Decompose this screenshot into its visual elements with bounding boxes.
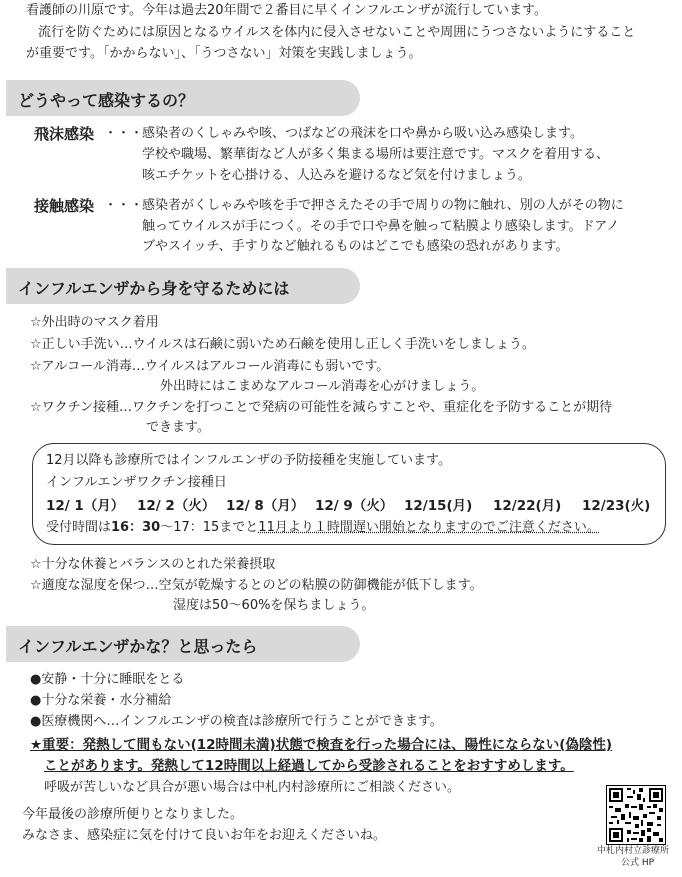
droplet-text-2: 学校や職場、繁華街など人が多く集まる場所は要注意です。マスクを着用する、	[142, 147, 609, 162]
contact-text-3: ブやスイッチ、手すりなど触れるものはどこでも感染の恐れがあります。	[142, 239, 569, 254]
vaccination-date: 12/ 1（月）	[46, 498, 125, 514]
contact-label: 接触感染	[34, 197, 95, 215]
intro-line-3: が重要です。「かからない」、「うつさない」対策を実践しましょう。	[26, 46, 422, 61]
contact-dots: ・・・	[104, 198, 144, 213]
prevention-item-vaccine: ☆ワクチン接種…ワクチンを打つことで発病の可能性を減らすことや、重症化を予防することが期待	[30, 400, 613, 415]
vaccination-date: 12/ 2（火）	[137, 498, 216, 514]
droplet-label: 飛沫感染	[34, 125, 95, 143]
infected-item-nutrition: ●十分な栄養・水分補給	[30, 693, 172, 708]
prevention-item-humidity: ☆適度な湿度を保つ…空気が乾燥するとのどの粘膜の防御機能が低下します。	[30, 578, 483, 593]
droplet-text-3: 咳エチケットを心掛ける、人込みを避けるなど気を付けましょう。	[142, 168, 531, 183]
section-title: インフルエンザから身を守るためには	[18, 279, 290, 298]
qr-code-icon[interactable]	[606, 785, 666, 845]
prevention-item-humidity-cont: 湿度は50～60%を保ちましょう。	[173, 598, 375, 613]
contact-text-1: 感染者がくしゃみや咳を手で押さえたその手で周りの物に触れ、別の人がその物に	[142, 198, 624, 213]
infected-item-clinic: ●医療機関へ…インフルエンザの検査は診療所で行うことができます。	[30, 714, 443, 729]
reception-start-time: 16：30	[111, 520, 161, 535]
infected-item-rest: ●安静・十分に睡眠をとる	[30, 672, 185, 687]
qr-caption-2: 公式 HP	[621, 858, 655, 868]
section-header-prevention	[6, 268, 360, 304]
vaccination-date: 12/22(月)	[493, 498, 562, 514]
vaccination-date: 12/15(月)	[404, 498, 473, 514]
droplet-dots: ・・・	[104, 126, 144, 141]
closing-line-1: 今年最後の診療所便りとなりました。	[22, 807, 244, 822]
section-title: どうやって感染するの？	[18, 91, 195, 110]
prevention-item-mask: ☆外出時のマスク着用	[30, 315, 159, 330]
prevention-item-vaccine-cont: できます。	[146, 420, 210, 435]
prevention-item-alcohol: ☆アルコール消毒…ウイルスはアルコール消毒にも弱いです。	[30, 359, 390, 374]
consult-note: 呼吸が苦しいなど具合が悪い場合は中札内村診療所にご相談ください。	[44, 780, 461, 795]
box-line-1: 12月以降も診療所ではインフルエンザの予防接種を実施しています。	[46, 453, 451, 468]
reception-time	[46, 519, 600, 537]
section-header-transmission	[6, 80, 360, 116]
prevention-item-rest: ☆十分な休養とバランスのとれた栄養摂取	[30, 557, 276, 572]
vaccination-date: 12/ 8（月）	[226, 498, 305, 514]
important-notice-2: ことがあります。発熱して12時間以上経過してから受診されることをおすすめします。	[44, 758, 574, 774]
section-title: インフルエンザかな？と思ったら	[18, 637, 258, 656]
contact-text-2: 触ってウイルスが手につく。その手で口や鼻を触って粘膜より感染します。ドアノ	[142, 219, 620, 234]
vaccination-date: 12/ 9（火）	[315, 498, 394, 514]
intro-line-2: 流行を防ぐためには原因となるウイルスを体内に侵入させないことや周囲にうつさないようにすること	[38, 25, 636, 40]
reception-label: 受付時間は	[46, 520, 112, 535]
section-header-if-infected	[6, 626, 360, 662]
important-notice-1: ★重要：発熱して間もない(12時間未満)状態で検査を行った場合には、陽性にならない(偽陰性)	[30, 737, 613, 753]
prevention-item-handwash: ☆正しい手洗い…ウイルスは石鹸に弱いため石鹸を使用し正しく手洗いをしましょう。	[30, 337, 535, 352]
vaccination-schedule-box	[32, 443, 666, 545]
prevention-item-alcohol-cont: 外出時にはこまめなアルコール消毒を心がけましょう。	[160, 379, 485, 394]
qr-caption-1: 中札内村立診療所	[597, 846, 670, 856]
droplet-text-1: 感染者のくしゃみや咳、つばなどの飛沫を口や鼻から吸い込み感染します。	[142, 126, 583, 141]
reception-notice: 11月より１時間遅い開始となりますのでご注意ください。	[258, 520, 600, 535]
vaccination-date: 12/23(火)	[582, 498, 651, 514]
intro-line-1: 看護師の川原です。今年は過去20年間で２番目に早くインフルエンザが流行しています。	[26, 3, 547, 18]
box-line-2: インフルエンザワクチン接種日	[46, 475, 227, 490]
reception-end: ～17：15までと	[160, 520, 259, 535]
closing-line-2: みなさま、感染症に気を付けて良いお年をお迎えくださいね。	[22, 828, 387, 843]
